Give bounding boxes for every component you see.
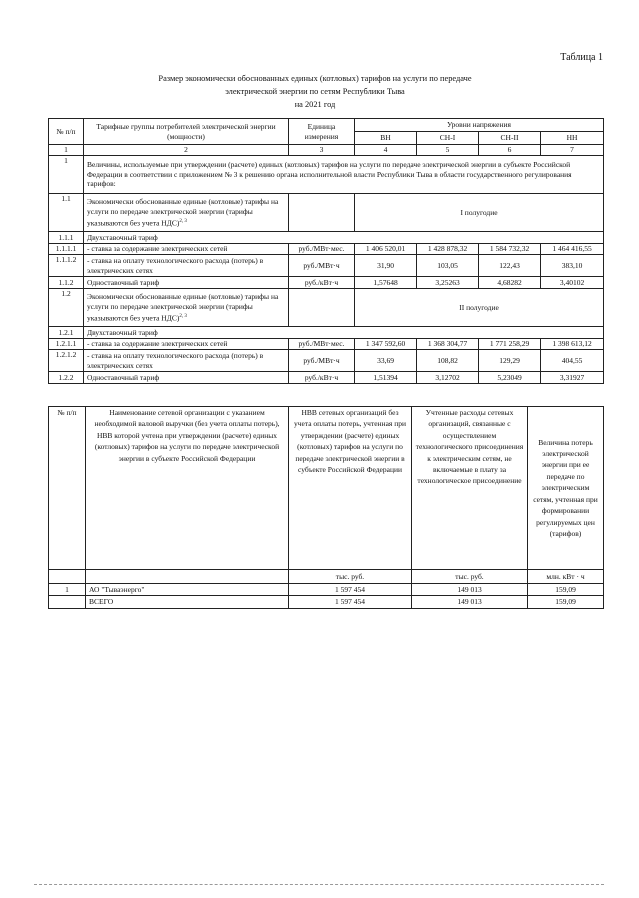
row-text: Двухставочный тариф bbox=[84, 327, 604, 339]
row-text: Величины, используемые при утверждении (расчете) единых (котловых) тарифов на услуги по передаче электрической энергии в субъекте Российской Федерации в соответствии с приложением № 3 к решению органа исполнительной власти Республики Тыва в области государственного регулирования тарифов: bbox=[84, 156, 604, 194]
value-nn: 3,31927 bbox=[541, 372, 604, 384]
header-sn1: СН-I bbox=[417, 132, 479, 145]
title-line-1: Размер экономически обоснованных единых (котловых) тарифов на услуги по передаче bbox=[158, 74, 472, 83]
header-name: Наименование сетевой организации с указанием необходимой валовой выручки (без учета оплаты потерь), НВВ которой учтена при утверждении (расчете) единых (котловых) тарифов на услуги по передаче электрической энергии в субъекте Российской Федерации bbox=[86, 407, 289, 570]
row-text: Двухставочный тариф bbox=[84, 232, 604, 244]
row-num: 1.2 bbox=[49, 289, 84, 327]
row-num: 1.1.1.2 bbox=[49, 255, 84, 277]
row-num: 1.1 bbox=[49, 194, 84, 232]
row-text: - ставка за содержание электрических сетей bbox=[84, 244, 289, 255]
total-row bbox=[49, 596, 604, 608]
network-organizations-table bbox=[48, 406, 604, 609]
value-sn2: 122,43 bbox=[479, 255, 541, 277]
row-unit bbox=[289, 194, 355, 232]
title-line-3: на 2021 год bbox=[294, 100, 336, 109]
tariff-table bbox=[48, 118, 604, 384]
value-vn: 31,90 bbox=[355, 255, 417, 277]
row-text: - ставка на оплату технологического расхода (потерь) в электрических сетях bbox=[84, 350, 289, 372]
value-sn2: 5,23049 bbox=[479, 372, 541, 384]
header-levels: Уровни напряжения bbox=[355, 119, 604, 132]
row-num: 1.2.2 bbox=[49, 372, 84, 384]
value-sn2: 1 771 258,29 bbox=[479, 339, 541, 350]
row-text: Экономически обоснованные единые (котловые) тарифы на услуги по передаче электрической энергии (тарифы указываются без учета НДС)$^{2, 3}$ bbox=[84, 194, 289, 232]
row-num: 1.2.1 bbox=[49, 327, 84, 339]
table-row bbox=[49, 327, 604, 339]
row-unit: руб./МВт·ч bbox=[289, 350, 355, 372]
table-header-row bbox=[49, 119, 604, 132]
unit-losses: млн. кВт · ч bbox=[528, 570, 604, 584]
row-text: Одноставочный тариф bbox=[84, 277, 289, 289]
total-nvv: 1 597 454 bbox=[289, 596, 412, 608]
value-expenses: 149 013 bbox=[412, 584, 528, 596]
table-row bbox=[49, 194, 604, 232]
period-label: I полугодие bbox=[355, 194, 604, 232]
header-vn: ВН bbox=[355, 132, 417, 145]
total-label: ВСЕГО bbox=[86, 596, 289, 608]
col-number: 2 bbox=[84, 145, 289, 156]
row-text: - ставка на оплату технологического расхода (потерь) в электрических сетях bbox=[84, 255, 289, 277]
table-header-row bbox=[49, 407, 604, 570]
header-losses: Величина потерь электрической энергии при ее передаче по электрическим сетям, учтенная при формировании регулируемых цен (тарифов) bbox=[528, 407, 604, 570]
header-nn: НН bbox=[541, 132, 604, 145]
table-row bbox=[49, 232, 604, 244]
value-sn2: 4,68282 bbox=[479, 277, 541, 289]
table-row bbox=[49, 339, 604, 350]
value-vn: 1,51394 bbox=[355, 372, 417, 384]
row-num: 1.2.1.2 bbox=[49, 350, 84, 372]
value-nn: 383,10 bbox=[541, 255, 604, 277]
row-text: Экономически обоснованные единые (котловые) тарифы на услуги по передаче электрической энергии (тарифы указываются без учета НДС)$^{2, 3}$ bbox=[84, 289, 289, 327]
header-num: № п/п bbox=[49, 407, 86, 570]
header-sn2: СН-II bbox=[479, 132, 541, 145]
row-unit: руб./МВт·мес. bbox=[289, 339, 355, 350]
row-num: 1.1.1.1 bbox=[49, 244, 84, 255]
value-nn: 1 464 416,55 bbox=[541, 244, 604, 255]
value-vn: 1,57648 bbox=[355, 277, 417, 289]
value-vn: 1 347 592,60 bbox=[355, 339, 417, 350]
table-row bbox=[49, 372, 604, 384]
row-num: 1.1.1 bbox=[49, 232, 84, 244]
col-number: 3 bbox=[289, 145, 355, 156]
row-unit: руб./МВт·ч bbox=[289, 255, 355, 277]
units-row bbox=[49, 570, 604, 584]
header-num: № п/п bbox=[49, 119, 84, 145]
value-vn: 1 406 520,01 bbox=[355, 244, 417, 255]
row-unit: руб./МВт·мес. bbox=[289, 244, 355, 255]
row-num: 1.2.1.1 bbox=[49, 339, 84, 350]
value-sn1: 103,05 bbox=[417, 255, 479, 277]
table-row bbox=[49, 277, 604, 289]
table-row bbox=[49, 156, 604, 194]
header-expenses: Учтенные расходы сетевых организаций, связанные с осуществлением технологического присоединения к электрическим сетям, не включаемые в плату за технологическое присоединение bbox=[412, 407, 528, 570]
header-nvv: НВВ сетевых организаций без учета оплаты потерь, учтенная при утверждении (расчете) единых (котловых) тарифов на услуги по передаче электрической энергии в субъекте Российской Федерации bbox=[289, 407, 412, 570]
table-row bbox=[49, 244, 604, 255]
table-label: Таблица 1 bbox=[560, 52, 603, 63]
table-row bbox=[49, 289, 604, 327]
value-nn: 404,55 bbox=[541, 350, 604, 372]
units-empty bbox=[86, 570, 289, 584]
col-number: 5 bbox=[417, 145, 479, 156]
row-unit: руб./кВт·ч bbox=[289, 277, 355, 289]
org-name: АО "Тываэнерго" bbox=[86, 584, 289, 596]
value-losses: 159,09 bbox=[528, 584, 604, 596]
value-sn1: 3,25263 bbox=[417, 277, 479, 289]
footnote-ref: 2, 3 bbox=[179, 313, 187, 319]
footnote-ref: 2, 3 bbox=[179, 218, 187, 224]
row-unit: руб./кВт·ч bbox=[289, 372, 355, 384]
value-sn1: 3,12702 bbox=[417, 372, 479, 384]
value-sn1: 1 368 304,77 bbox=[417, 339, 479, 350]
total-empty bbox=[49, 596, 86, 608]
unit-nvv: тыс. руб. bbox=[289, 570, 412, 584]
col-number: 4 bbox=[355, 145, 417, 156]
total-expenses: 149 013 bbox=[412, 596, 528, 608]
period-label: II полугодие bbox=[355, 289, 604, 327]
table-row bbox=[49, 255, 604, 277]
total-losses: 159,09 bbox=[528, 596, 604, 608]
value-sn1: 1 428 878,32 bbox=[417, 244, 479, 255]
table-row bbox=[49, 350, 604, 372]
table-row bbox=[49, 584, 604, 596]
row-unit bbox=[289, 289, 355, 327]
row-text: - ставка за содержание электрических сетей bbox=[84, 339, 289, 350]
value-vn: 33,69 bbox=[355, 350, 417, 372]
document-title bbox=[90, 72, 540, 111]
row-num: 1.1.2 bbox=[49, 277, 84, 289]
header-unit: Единица измерения bbox=[289, 119, 355, 145]
value-nn: 1 398 613,12 bbox=[541, 339, 604, 350]
footer-divider bbox=[34, 884, 604, 885]
value-sn2: 129,29 bbox=[479, 350, 541, 372]
value-sn2: 1 584 732,32 bbox=[479, 244, 541, 255]
value-nn: 3,40102 bbox=[541, 277, 604, 289]
col-number: 6 bbox=[479, 145, 541, 156]
col-number: 7 bbox=[541, 145, 604, 156]
header-group: Тарифные группы потребителей электрической энергии (мощности) bbox=[84, 119, 289, 145]
row-text: Одноставочный тариф bbox=[84, 372, 289, 384]
column-number-row bbox=[49, 145, 604, 156]
value-nvv: 1 597 454 bbox=[289, 584, 412, 596]
row-num: 1 bbox=[49, 156, 84, 194]
title-line-2: электрической энергии по сетям Республики Тыва bbox=[225, 87, 405, 96]
col-number: 1 bbox=[49, 145, 84, 156]
unit-expenses: тыс. руб. bbox=[412, 570, 528, 584]
value-sn1: 108,82 bbox=[417, 350, 479, 372]
row-num: 1 bbox=[49, 584, 86, 596]
units-empty bbox=[49, 570, 86, 584]
